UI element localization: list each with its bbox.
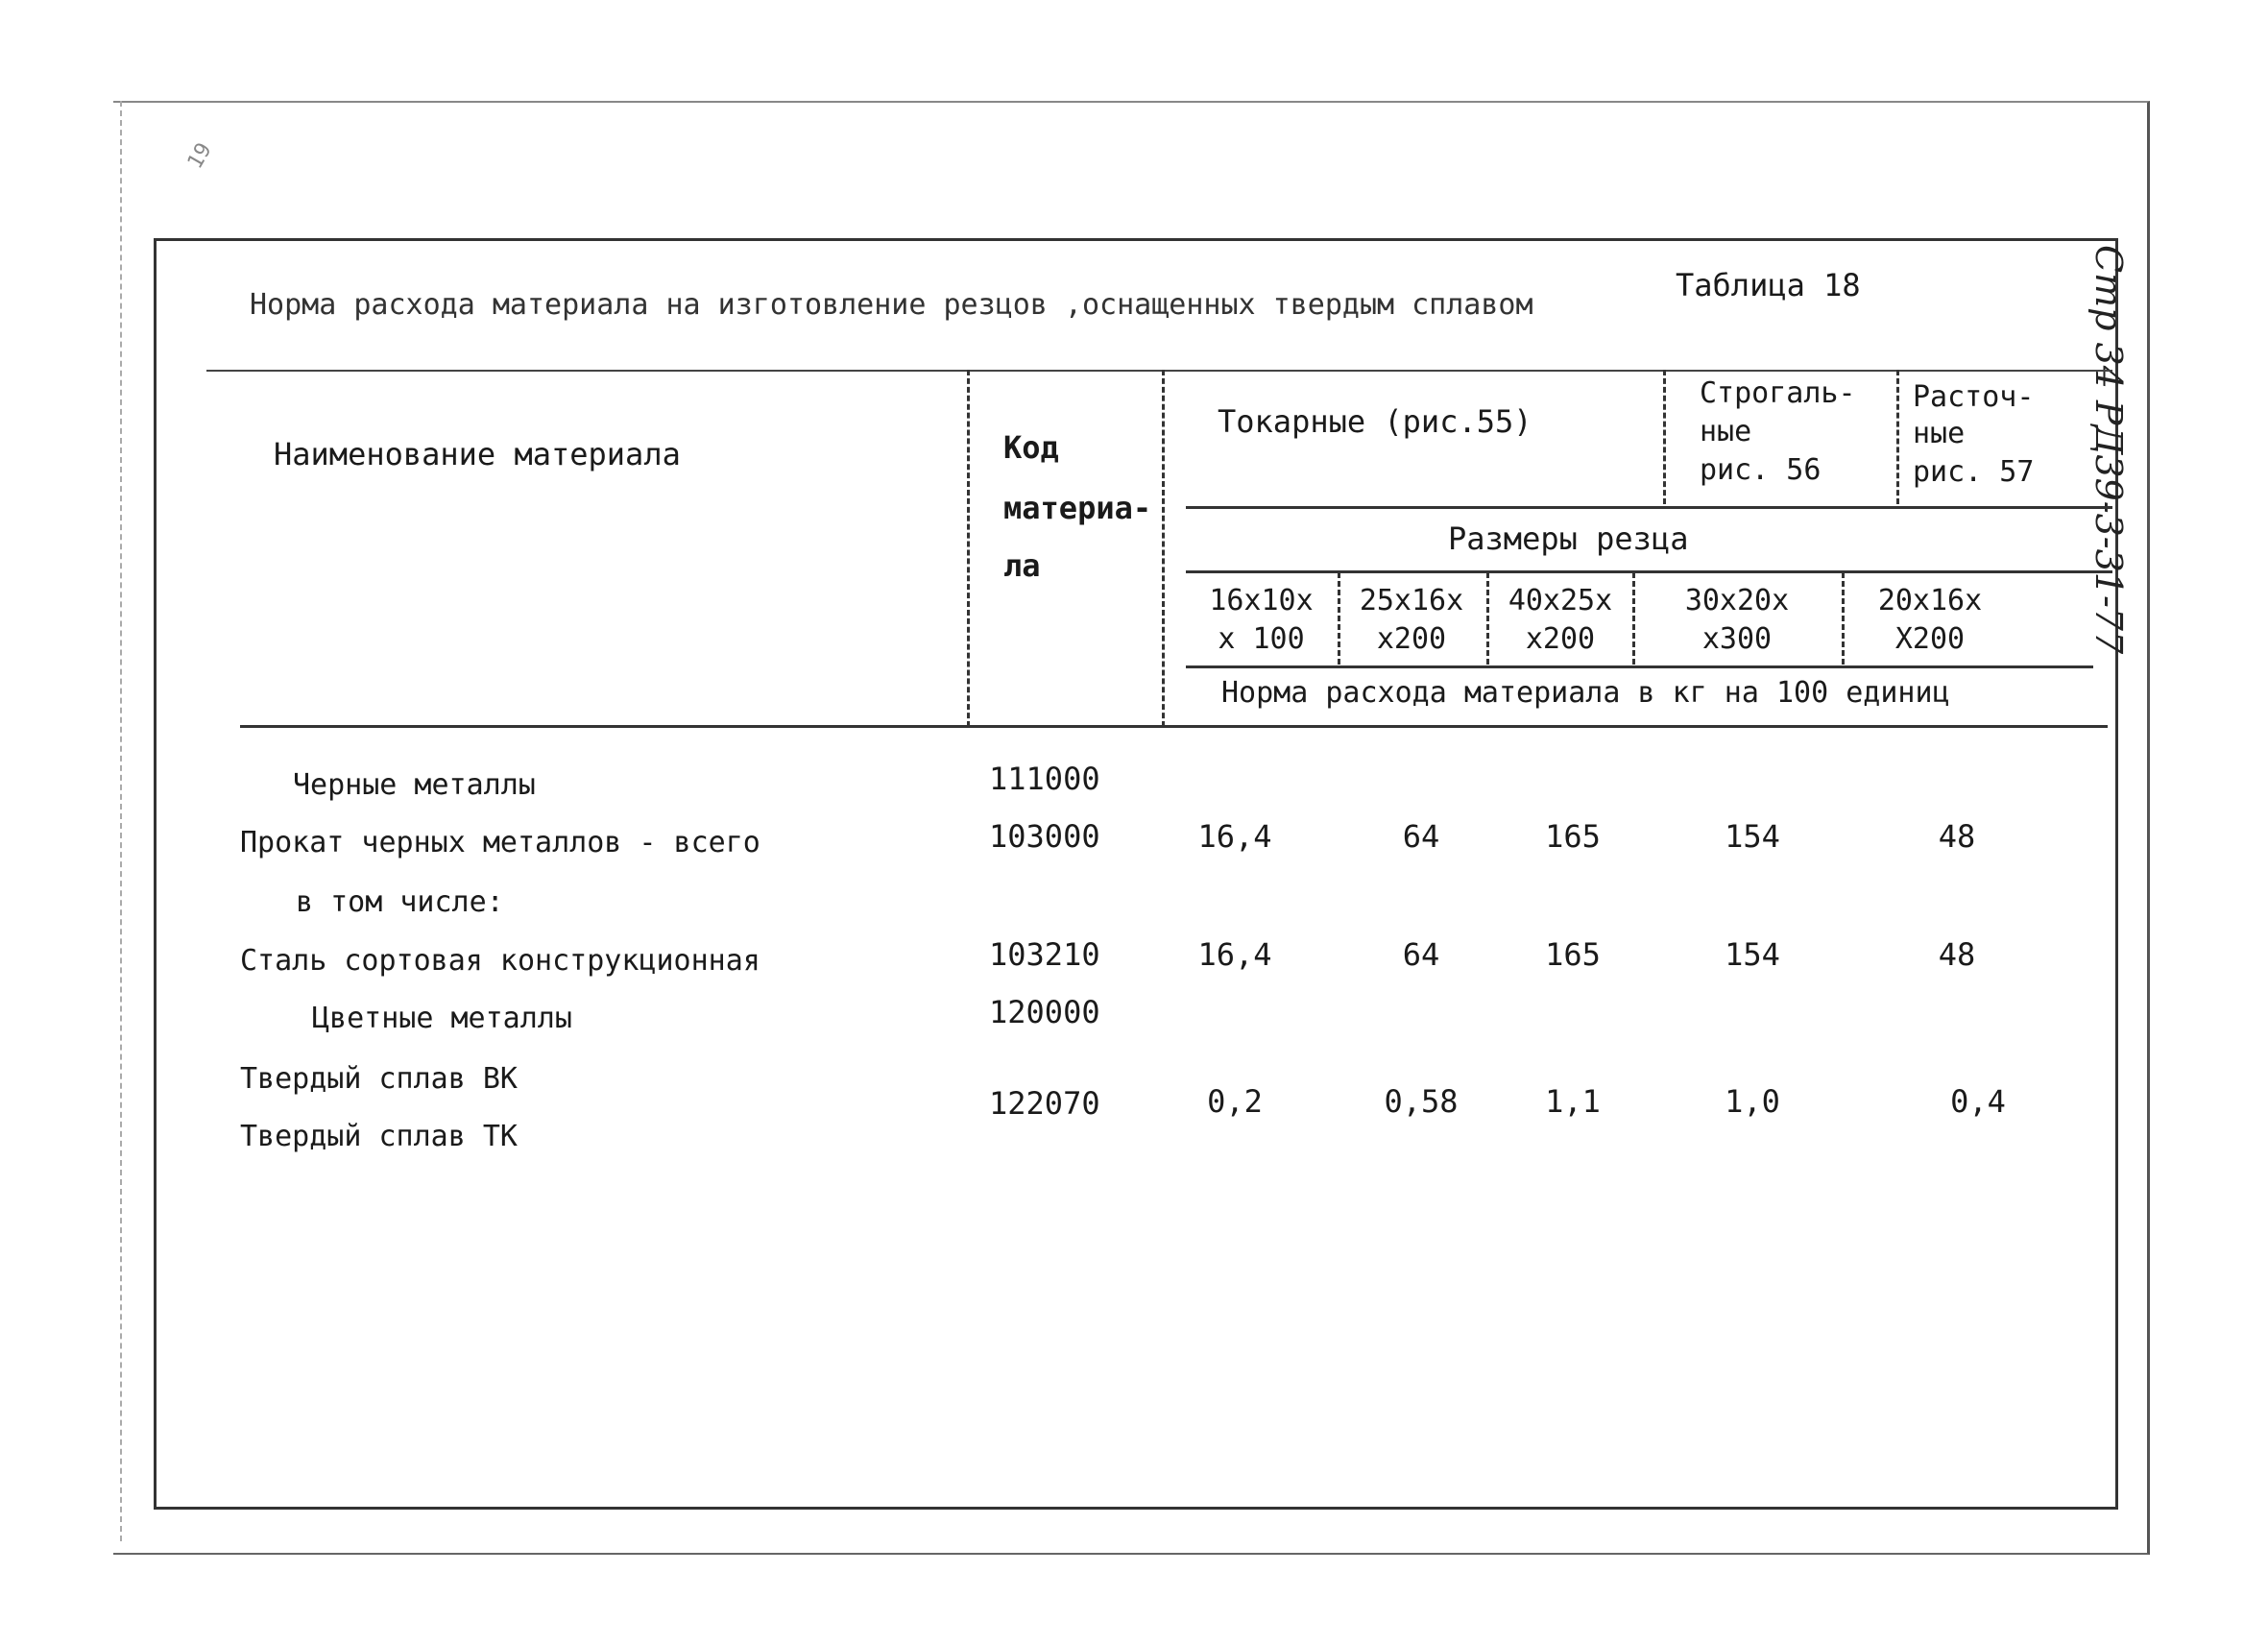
document-frame <box>154 238 2118 1510</box>
row-1-name: Прокат черных металлов - всего <box>240 826 760 859</box>
row-5-name: Твердый сплав ВК <box>240 1062 518 1096</box>
size-col-5-line-1: 20x16x <box>1877 584 1983 617</box>
header-divider-name-code <box>967 370 970 727</box>
header-norm-unit: Норма расхода материала в кг на 100 единиц <box>1221 676 1950 710</box>
header-divider-code-values <box>1162 370 1165 727</box>
row-2-name: в том числе: <box>296 885 504 919</box>
row-1-value-2: 64 <box>1402 818 1440 855</box>
table-number-label: Таблица 18 <box>1676 267 1861 303</box>
size-col-4-line-2: x300 <box>1701 622 1773 656</box>
header-code-line-2: материа- <box>1003 490 1152 526</box>
header-line-sizes-top <box>1186 506 2112 509</box>
header-divider-turning-planing <box>1663 370 1666 504</box>
outer-page-left-edge <box>120 101 122 1541</box>
row-1-value-3: 165 <box>1545 818 1601 855</box>
row-0-code: 111000 <box>989 761 1100 797</box>
header-boring-line-1: Расточ- <box>1913 380 2035 414</box>
size-col-1-line-2: x 100 <box>1218 622 1305 656</box>
row-3-name: Сталь сортовая конструкционная <box>240 944 760 978</box>
row-1-value-5: 48 <box>1938 818 1976 855</box>
table-title: Норма расхода материала на изготовление резцов ,оснащенных твердым сплавом <box>250 288 1533 322</box>
size-col-5-line-2: X200 <box>1894 622 1966 656</box>
header-top-line <box>206 370 2112 372</box>
header-line-norm-top <box>1186 665 2093 668</box>
row-3-value-1: 16,4 <box>1197 936 1272 973</box>
header-boring-line-3: рис. 57 <box>1913 455 2035 489</box>
side-stamp: Стр 34 РД39-3-31-77 <box>2087 245 2130 655</box>
row-3-value-4: 154 <box>1725 936 1780 973</box>
size-col-4-line-1: 30x20x <box>1684 584 1790 617</box>
row-1-code: 103000 <box>989 818 1100 855</box>
header-turning: Токарные (рис.55) <box>1218 403 1532 440</box>
row-5-value-1: 0,2 <box>1207 1083 1263 1120</box>
header-bottom-line <box>240 725 2108 728</box>
row-5-value-2: 0,58 <box>1384 1083 1459 1120</box>
row-4-code: 120000 <box>989 994 1100 1030</box>
row-1-value-1: 16,4 <box>1197 818 1272 855</box>
row-3-value-3: 165 <box>1545 936 1601 973</box>
size-col-1-line-1: 16x10x <box>1209 584 1314 617</box>
row-5-value-4: 1,0 <box>1725 1083 1780 1120</box>
header-cutter-sizes: Размеры резца <box>1448 520 1689 557</box>
row-5-value-3: 1,1 <box>1545 1083 1601 1120</box>
header-planing-line-1: Строгаль- <box>1700 376 1856 410</box>
row-3-code: 103210 <box>989 936 1100 973</box>
row-4-name: Цветные металлы <box>312 1002 572 1035</box>
header-code-line-3: ла <box>1003 547 1041 584</box>
row-6-name: Твердый сплав ТК <box>240 1120 518 1153</box>
header-code-line-1: Код <box>1003 429 1059 466</box>
size-col-3-line-1: 40x25x <box>1508 584 1613 617</box>
row-5-code: 122070 <box>989 1085 1100 1122</box>
row-3-value-5: 48 <box>1938 936 1976 973</box>
row-5-value-5: 0,4 <box>1950 1083 2006 1120</box>
header-planing-line-2: ные <box>1700 415 1752 448</box>
header-boring-line-2: ные <box>1913 417 1966 450</box>
header-material-name: Наименование материала <box>274 436 681 472</box>
row-1-value-4: 154 <box>1725 818 1780 855</box>
header-divider-planing-boring <box>1896 370 1899 504</box>
size-col-2-line-1: 25x16x <box>1359 584 1464 617</box>
size-col-2-line-2: x200 <box>1376 622 1447 656</box>
size-col-3-line-2: x200 <box>1525 622 1596 656</box>
header-line-sizes-bottom <box>1186 570 2112 573</box>
row-0-name: Черные металлы <box>293 768 536 802</box>
header-planing-line-3: рис. 56 <box>1700 453 1822 487</box>
row-3-value-2: 64 <box>1402 936 1440 973</box>
corner-mark: 19 <box>182 138 217 174</box>
